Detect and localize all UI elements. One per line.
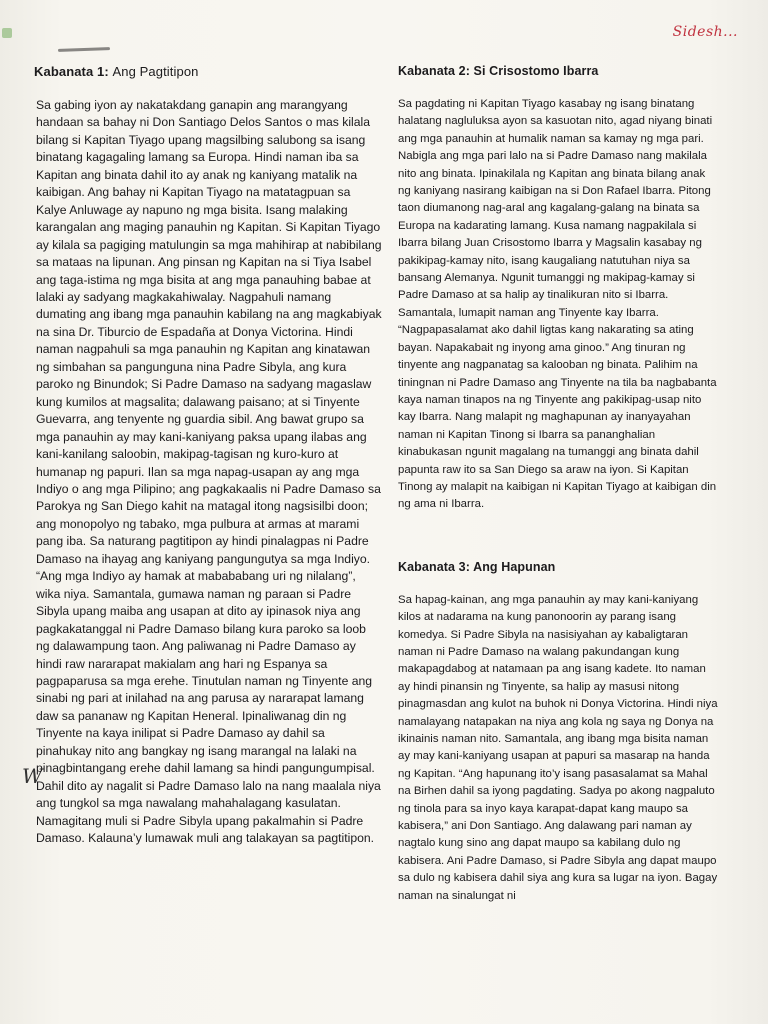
chapter-1-body: Sa gabing iyon ay nakatakdang ganapin ang marangyang handaan sa bahay ni Don Santiago Delos Santos o mas kilala bilang si Kapitan Tiyago upang magsilbing salubong sa isang binatang kagagaling lamang sa Europa. Hindi naman iba sa Kapitan ang binata dahil ito ay anak ng kaniyang matalik na kaibigan. Ang bahay ni Kapitan Tiyago na matatagpuan sa Kalye Anluwage ay napuno ng mga bisita. Isang malaking karangalan ang maging panauhin ng Kapitan. Si Kapitan Tiyago ay kilala sa pagiging matulungin sa mga mahihirap at nabibilang sa mataas na lipunan. Ang pinsan ng Kapitan na si Tiya Isabel ang taga-istima ng mga bisita at ang mga panauhing babae at lalaki ay sadyang magkakahiwalay. Nagpahuli namang dumating ang ibang mga panauhin kabilang na ang magkabiyak na sina Dr. Tiburcio de Espadaña at Donya Victorina. Hindi naman nagpahuli sa mga panauhin ng Kapitan ang kinatawan ng simbahan sa pangunguna nina Padre Sibyla, ang kura paroko ng Binundok; Si Padre Damaso na sadyang magaslaw kung kumilos at magsalita; dalawang paisano; at si Tinyente Guevarra, ang tenyente ng guardia sibil. Ang bawat grupo sa mga panauhin ay may kani-kaniyang paksa upang ilabas ang kani-kanilang saloobin, makipag-tagisan ng kuro-kuro at humanap ng papuri. Ilan sa mga napag-usapan ay ang mga Indiyo o ang mga Pilipino; ang pagkakaalis ni Padre Damaso sa Parokya ng San Diego kahit na matagal itong nagsisilbi doon; ang monopolyo ng tabako, mga pulbura at armas at marami pang iba. Sa naturang pagtitipon ay hindi pinalagpas ni Padre Damaso na ihayag ang kaniyang pangungutya sa mga Indiyo. “Ang mga Indiyo ay hamak at mabababang uri ng nilalang”, wika niya. Samantala, gumawa naman ng paraan si Padre Sibyla upang maiba ang usapan at dito ay ipinasok niya ang pagkakatanggal ni Padre Damaso bilang kura paroko sa loob ng dalawampung taon. Ang paliwanag ni Padre Damaso ay hindi raw nararapat makialam ang hari ng Espanya sa pagpaparusa sa mga erehe. Tinutulan naman ng Tinyente ang sinabi ng pari at inilahad na ang parusa ay nararapat lamang daw sa pananaw ng Kapitan Heneral. Ipinaliwanag din ng Tinyente na kaya inilipat si Padre Damaso ay dahil sa pinahukay nito ang bangkay ng isang marangal na lalaki na pinagbintangang erehe dahil lamang sa hindi pangungumpisal. Dahil dito ay nagalit si Padre Damaso lalo na nang maalala niya ang tungkol sa mga nawalang mahahalagang kasulatan. Namagitang muli si Padre Sibyla upang pakalmahin si Padre Damaso. Kalauna’y lumawak muli ang talakayan sa pagtitipon. — [36, 98, 382, 846]
chapter-2-title: Kabanata 2: Si Crisostomo Ibarra — [398, 64, 599, 78]
margin-handwritten-mark: W — [22, 764, 43, 788]
corner-mark — [2, 28, 12, 38]
section-gap — [398, 514, 720, 560]
chapter-3-body: Sa hapag-kainan, ang mga panauhin ay may kani-kaniyang kilos at nadarama na kung panonoorin ay parang isang komedya. Si Padre Sibyla na nasisiyahan ay kabaligtaran naman ni Padre Damaso na walang pakundangan kung makapagdabog at natamaan pa ang isang kadete. Ito naman ay hindi pinansin ng Tinyente, sa halip ay masusi nitong pinagmasdan ang kulot na buhok ni Donya Victorina. Hindi niya namalayang natapakan na niya ang kola ng saya ng Donya na ikinainis naman nito. Samantala, ang ibang mga bisita naman ay may kani-kaniyang usapan at papuri sa masarap na handa ng Kapitan. “Ang hapunang ito’y isang pasasalamat sa Mahal na Birhen dahil sa iyong pagdating. Sadya po akong nagpaluto ng tinola para sa inyo kaya karapat-dapat kang maupo sa kabisera,” ani Don Santiago. Ang dalawang pari naman ay nagtalo kung sino ang dapat maupo sa kabilang dulo ng kabisera. Ani Padre Damaso, si Padre Sibyla ang dapat maupo sa dulo ng kabisera dahil siya ang kura sa lugar na iyon. Bagay naman na sinalungat ni — [398, 593, 718, 902]
handwritten-signature: Sidesh... — [672, 24, 738, 40]
left-column — [32, 64, 382, 847]
chapter-3-title: Kabanata 3: Ang Hapunan — [398, 559, 556, 574]
pen-stroke — [58, 47, 110, 52]
chapter-1-title — [34, 64, 382, 79]
chapter-1-name: Ang Pagtitipon — [112, 64, 199, 79]
right-column — [398, 64, 720, 905]
chapter-1-number: Kabanata 1: — [34, 64, 109, 79]
chapter-2-body: Sa pagdating ni Kapitan Tiyago kasabay ng isang binatang halatang nagluluksa ayon sa kasuotan nito, agad niyang binati ang mga panauhin at humalik naman sa kamay ng mga pari. Nabigla ang mga pari lalo na si Padre Damaso nang makilala nito ang binata. Ipinakilala ng Kapitan ang binata bilang anak ng kaniyang nasirang kaibigan na si Don Rafael Ibarra. Pitong taon diumanong nag-aral ang kagalang-galang na binata sa Europa na kadarating lamang. Kusa namang nagpakilala si Ibarra bilang Juan Crisostomo Ibarra y Magsalin kasabay ng pakikipag-kamay nito, isang kaugaliang natutuhan niya sa bansang Alemanya. Ngunit tumanggi ng makipag-kamay si Padre Damaso at sa halip ay tinalikuran nito si Ibarra. Samantala, lumapit naman ang Tinyente kay Ibarra. “Nagpapasalamat ako dahil ligtas kang nakarating sa ating bayan. Napakabait ng inyong ama ginoo.” Ang tinuran ng tinyente ang nagpanatag sa kalooban ng binata. Palihim na tiningnan ni Padre Damaso ang Tinyente na tila ba nagbabanta kaya naman tinapos na ng Tinyente ang pakikipag-usap nito kay Ibarra. Nang malapit ng maghapunan ay inanyayahan naman ni Kapitan Tinong si Ibarra sa pananghalian kinabukasan ngunit magalang na tumanggi ang binata dahil papunta raw ito sa San Diego sa araw na iyon. Si Kapitan Tinong ay malapit na kaibigan ni Kapitan Tiyago at kaibigan din ng ama ni Ibarra. — [398, 98, 717, 511]
